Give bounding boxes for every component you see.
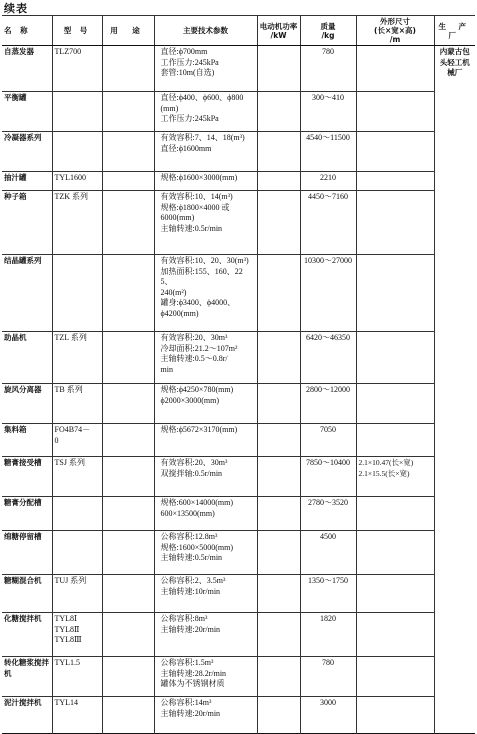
cell-use bbox=[102, 332, 154, 384]
equipment-spec-table bbox=[2, 15, 475, 734]
table-row bbox=[2, 384, 475, 424]
cell-name: 糖膏分配槽 bbox=[2, 497, 52, 531]
header-name: 名 称 bbox=[2, 16, 52, 46]
cell-power bbox=[257, 332, 300, 384]
cell-use bbox=[102, 384, 154, 424]
cell-power bbox=[257, 172, 300, 191]
cell-dims bbox=[356, 575, 434, 613]
cell-spec: 公称容积:1.5m³ 主轴转速:28.2r/min 罐体为不锈钢材质 bbox=[154, 657, 257, 697]
cell-power bbox=[257, 457, 300, 497]
header-dims: 外形尺寸 (长×宽×高) /m bbox=[356, 16, 434, 46]
header-maker: 生 产 厂 bbox=[434, 16, 475, 46]
cell-power bbox=[257, 497, 300, 531]
cell-mass: 3000 bbox=[300, 697, 356, 734]
table-row bbox=[2, 46, 475, 92]
cell-power bbox=[257, 575, 300, 613]
table-row bbox=[2, 575, 475, 613]
cell-dims bbox=[356, 424, 434, 457]
cell-dims bbox=[356, 384, 434, 424]
cell-name: 转化糖浆搅拌机 bbox=[2, 657, 52, 697]
cell-name: 种子箱 bbox=[2, 191, 52, 255]
cell-use bbox=[102, 457, 154, 497]
cell-name: 化糖搅拌机 bbox=[2, 613, 52, 657]
cell-power bbox=[257, 697, 300, 734]
cell-name: 结晶罐系列 bbox=[2, 255, 52, 332]
header-use: 用 途 bbox=[102, 16, 154, 46]
cell-name: 抽汁罐 bbox=[2, 172, 52, 191]
cell-spec: 直径:ϕ400、ϕ600、ϕ800 (mm) 工作压力:245kPa bbox=[154, 92, 257, 132]
cell-power bbox=[257, 613, 300, 657]
cell-mass: 10300～27000 bbox=[300, 255, 356, 332]
cell-use bbox=[102, 132, 154, 172]
cell-spec: 规格:ϕ5672×3170(mm) bbox=[154, 424, 257, 457]
cell-power bbox=[257, 92, 300, 132]
cell-power bbox=[257, 46, 300, 92]
cell-model: FO4B74－ 0 bbox=[52, 424, 102, 457]
table-row bbox=[2, 424, 475, 457]
cell-dims bbox=[356, 697, 434, 734]
cell-mass: 7850～10400 bbox=[300, 457, 356, 497]
cell-power bbox=[257, 424, 300, 457]
table-row bbox=[2, 531, 475, 575]
cell-name: 旋风分离器 bbox=[2, 384, 52, 424]
table-row bbox=[2, 172, 475, 191]
cell-mass: 4450～7160 bbox=[300, 191, 356, 255]
cell-model bbox=[52, 497, 102, 531]
table-caption: 续表 bbox=[4, 2, 28, 15]
cell-model bbox=[52, 531, 102, 575]
cell-model: TYL8Ⅰ TYL8Ⅱ TYL8Ⅲ bbox=[52, 613, 102, 657]
cell-mass: 7050 bbox=[300, 424, 356, 457]
cell-mass: 4500 bbox=[300, 531, 356, 575]
cell-name: 糖膏接受槽 bbox=[2, 457, 52, 497]
cell-model: TYL1600 bbox=[52, 172, 102, 191]
cell-maker: 内蒙古包头轻工机械厂 bbox=[434, 46, 475, 734]
table-row bbox=[2, 255, 475, 332]
cell-mass: 780 bbox=[300, 657, 356, 697]
cell-name: 助晶机 bbox=[2, 332, 52, 384]
cell-name: 平衡罐 bbox=[2, 92, 52, 132]
cell-power bbox=[257, 255, 300, 332]
cell-spec: 公称容积:12.8m³ 规格:1600×5000(mm) 主轴转速:0.5r/min bbox=[154, 531, 257, 575]
cell-use bbox=[102, 255, 154, 332]
cell-name: 糖糊混合机 bbox=[2, 575, 52, 613]
cell-dims bbox=[356, 92, 434, 132]
cell-dims bbox=[356, 332, 434, 384]
cell-dims bbox=[356, 613, 434, 657]
cell-name: 泥汁搅拌机 bbox=[2, 697, 52, 734]
cell-spec: 有效容积:10、20、30(m³) 加热面积:155、160、225、 240(m²) 罐身:ϕ3400、ϕ4000、 ϕ4200(mm) bbox=[154, 255, 257, 332]
table-row bbox=[2, 132, 475, 172]
cell-spec: 有效容积:10、14(m³) 规格:ϕ1800×4000 或 6000(mm) 主轴转速:0.5r/min bbox=[154, 191, 257, 255]
table-row bbox=[2, 613, 475, 657]
cell-model: TYL14 bbox=[52, 697, 102, 734]
cell-use bbox=[102, 575, 154, 613]
cell-name: 集料箱 bbox=[2, 424, 52, 457]
cell-dims: 2.1×10.47(长×宽) 2.1×15.5(长×宽) bbox=[356, 457, 434, 497]
cell-spec: 公称容积:14m³ 主轴转速:20r/min bbox=[154, 697, 257, 734]
cell-name: 绵糖停留槽 bbox=[2, 531, 52, 575]
cell-use bbox=[102, 424, 154, 457]
cell-model: TZK 系列 bbox=[52, 191, 102, 255]
cell-mass: 780 bbox=[300, 46, 356, 92]
cell-model: TYL1.5 bbox=[52, 657, 102, 697]
cell-model: TLZ700 bbox=[52, 46, 102, 92]
cell-spec: 规格:ϕ4250×780(mm) ϕ2000×3000(mm) bbox=[154, 384, 257, 424]
cell-spec: 规格:600×14000(mm) 600×13500(mm) bbox=[154, 497, 257, 531]
cell-dims bbox=[356, 657, 434, 697]
cell-spec: 公称容积:8m³ 主轴转速:20r/min bbox=[154, 613, 257, 657]
cell-use bbox=[102, 92, 154, 132]
table-row bbox=[2, 92, 475, 132]
cell-power bbox=[257, 384, 300, 424]
table-row bbox=[2, 657, 475, 697]
cell-spec: 公称容积:2、3.5m³ 主轴转速:10r/min bbox=[154, 575, 257, 613]
cell-name: 自蒸发器 bbox=[2, 46, 52, 92]
header-model: 型 号 bbox=[52, 16, 102, 46]
header-spec: 主要技术参数 bbox=[154, 16, 257, 46]
cell-dims bbox=[356, 497, 434, 531]
cell-power bbox=[257, 657, 300, 697]
table-header-row bbox=[2, 16, 475, 46]
cell-dims bbox=[356, 191, 434, 255]
cell-model bbox=[52, 132, 102, 172]
cell-dims bbox=[356, 255, 434, 332]
cell-mass: 2210 bbox=[300, 172, 356, 191]
cell-mass: 1350～1750 bbox=[300, 575, 356, 613]
cell-spec: 直径:ϕ700mm 工作压力:245kPa 套管:10m(自选) bbox=[154, 46, 257, 92]
cell-spec: 规格:ϕ1600×3000(mm) bbox=[154, 172, 257, 191]
cell-model: TZL 系列 bbox=[52, 332, 102, 384]
cell-model: TSJ 系列 bbox=[52, 457, 102, 497]
cell-mass: 2780～3520 bbox=[300, 497, 356, 531]
cell-model bbox=[52, 92, 102, 132]
cell-model: TB 系列 bbox=[52, 384, 102, 424]
cell-use bbox=[102, 191, 154, 255]
cell-mass: 4540～11500 bbox=[300, 132, 356, 172]
cell-mass: 300～410 bbox=[300, 92, 356, 132]
cell-power bbox=[257, 191, 300, 255]
cell-mass: 1820 bbox=[300, 613, 356, 657]
cell-model bbox=[52, 255, 102, 332]
cell-use bbox=[102, 613, 154, 657]
cell-dims bbox=[356, 46, 434, 92]
cell-spec: 有效容积:20、30m³ 冷却面积:21.2～107m² 主轴转速:0.5～0.8r/ min bbox=[154, 332, 257, 384]
cell-name: 冷凝器系列 bbox=[2, 132, 52, 172]
table-row bbox=[2, 697, 475, 734]
cell-dims bbox=[356, 132, 434, 172]
cell-spec: 有效容积:20、30m³ 双搅拌轴:0.5r/min bbox=[154, 457, 257, 497]
cell-use bbox=[102, 697, 154, 734]
cell-mass: 6420～46350 bbox=[300, 332, 356, 384]
table-row bbox=[2, 457, 475, 497]
header-mass: 质量 /kg bbox=[300, 16, 356, 46]
table-row bbox=[2, 191, 475, 255]
header-power: 电动机功率 /kW bbox=[257, 16, 300, 46]
cell-spec: 有效容积:7、14、18(m³) 直径:ϕ1600mm bbox=[154, 132, 257, 172]
cell-use bbox=[102, 531, 154, 575]
cell-power bbox=[257, 531, 300, 575]
cell-power bbox=[257, 132, 300, 172]
table-row bbox=[2, 497, 475, 531]
cell-dims bbox=[356, 172, 434, 191]
cell-dims bbox=[356, 531, 434, 575]
cell-mass: 2800～12000 bbox=[300, 384, 356, 424]
cell-use bbox=[102, 46, 154, 92]
cell-use bbox=[102, 172, 154, 191]
table-row bbox=[2, 332, 475, 384]
cell-use bbox=[102, 657, 154, 697]
cell-model: TUJ 系列 bbox=[52, 575, 102, 613]
cell-use bbox=[102, 497, 154, 531]
